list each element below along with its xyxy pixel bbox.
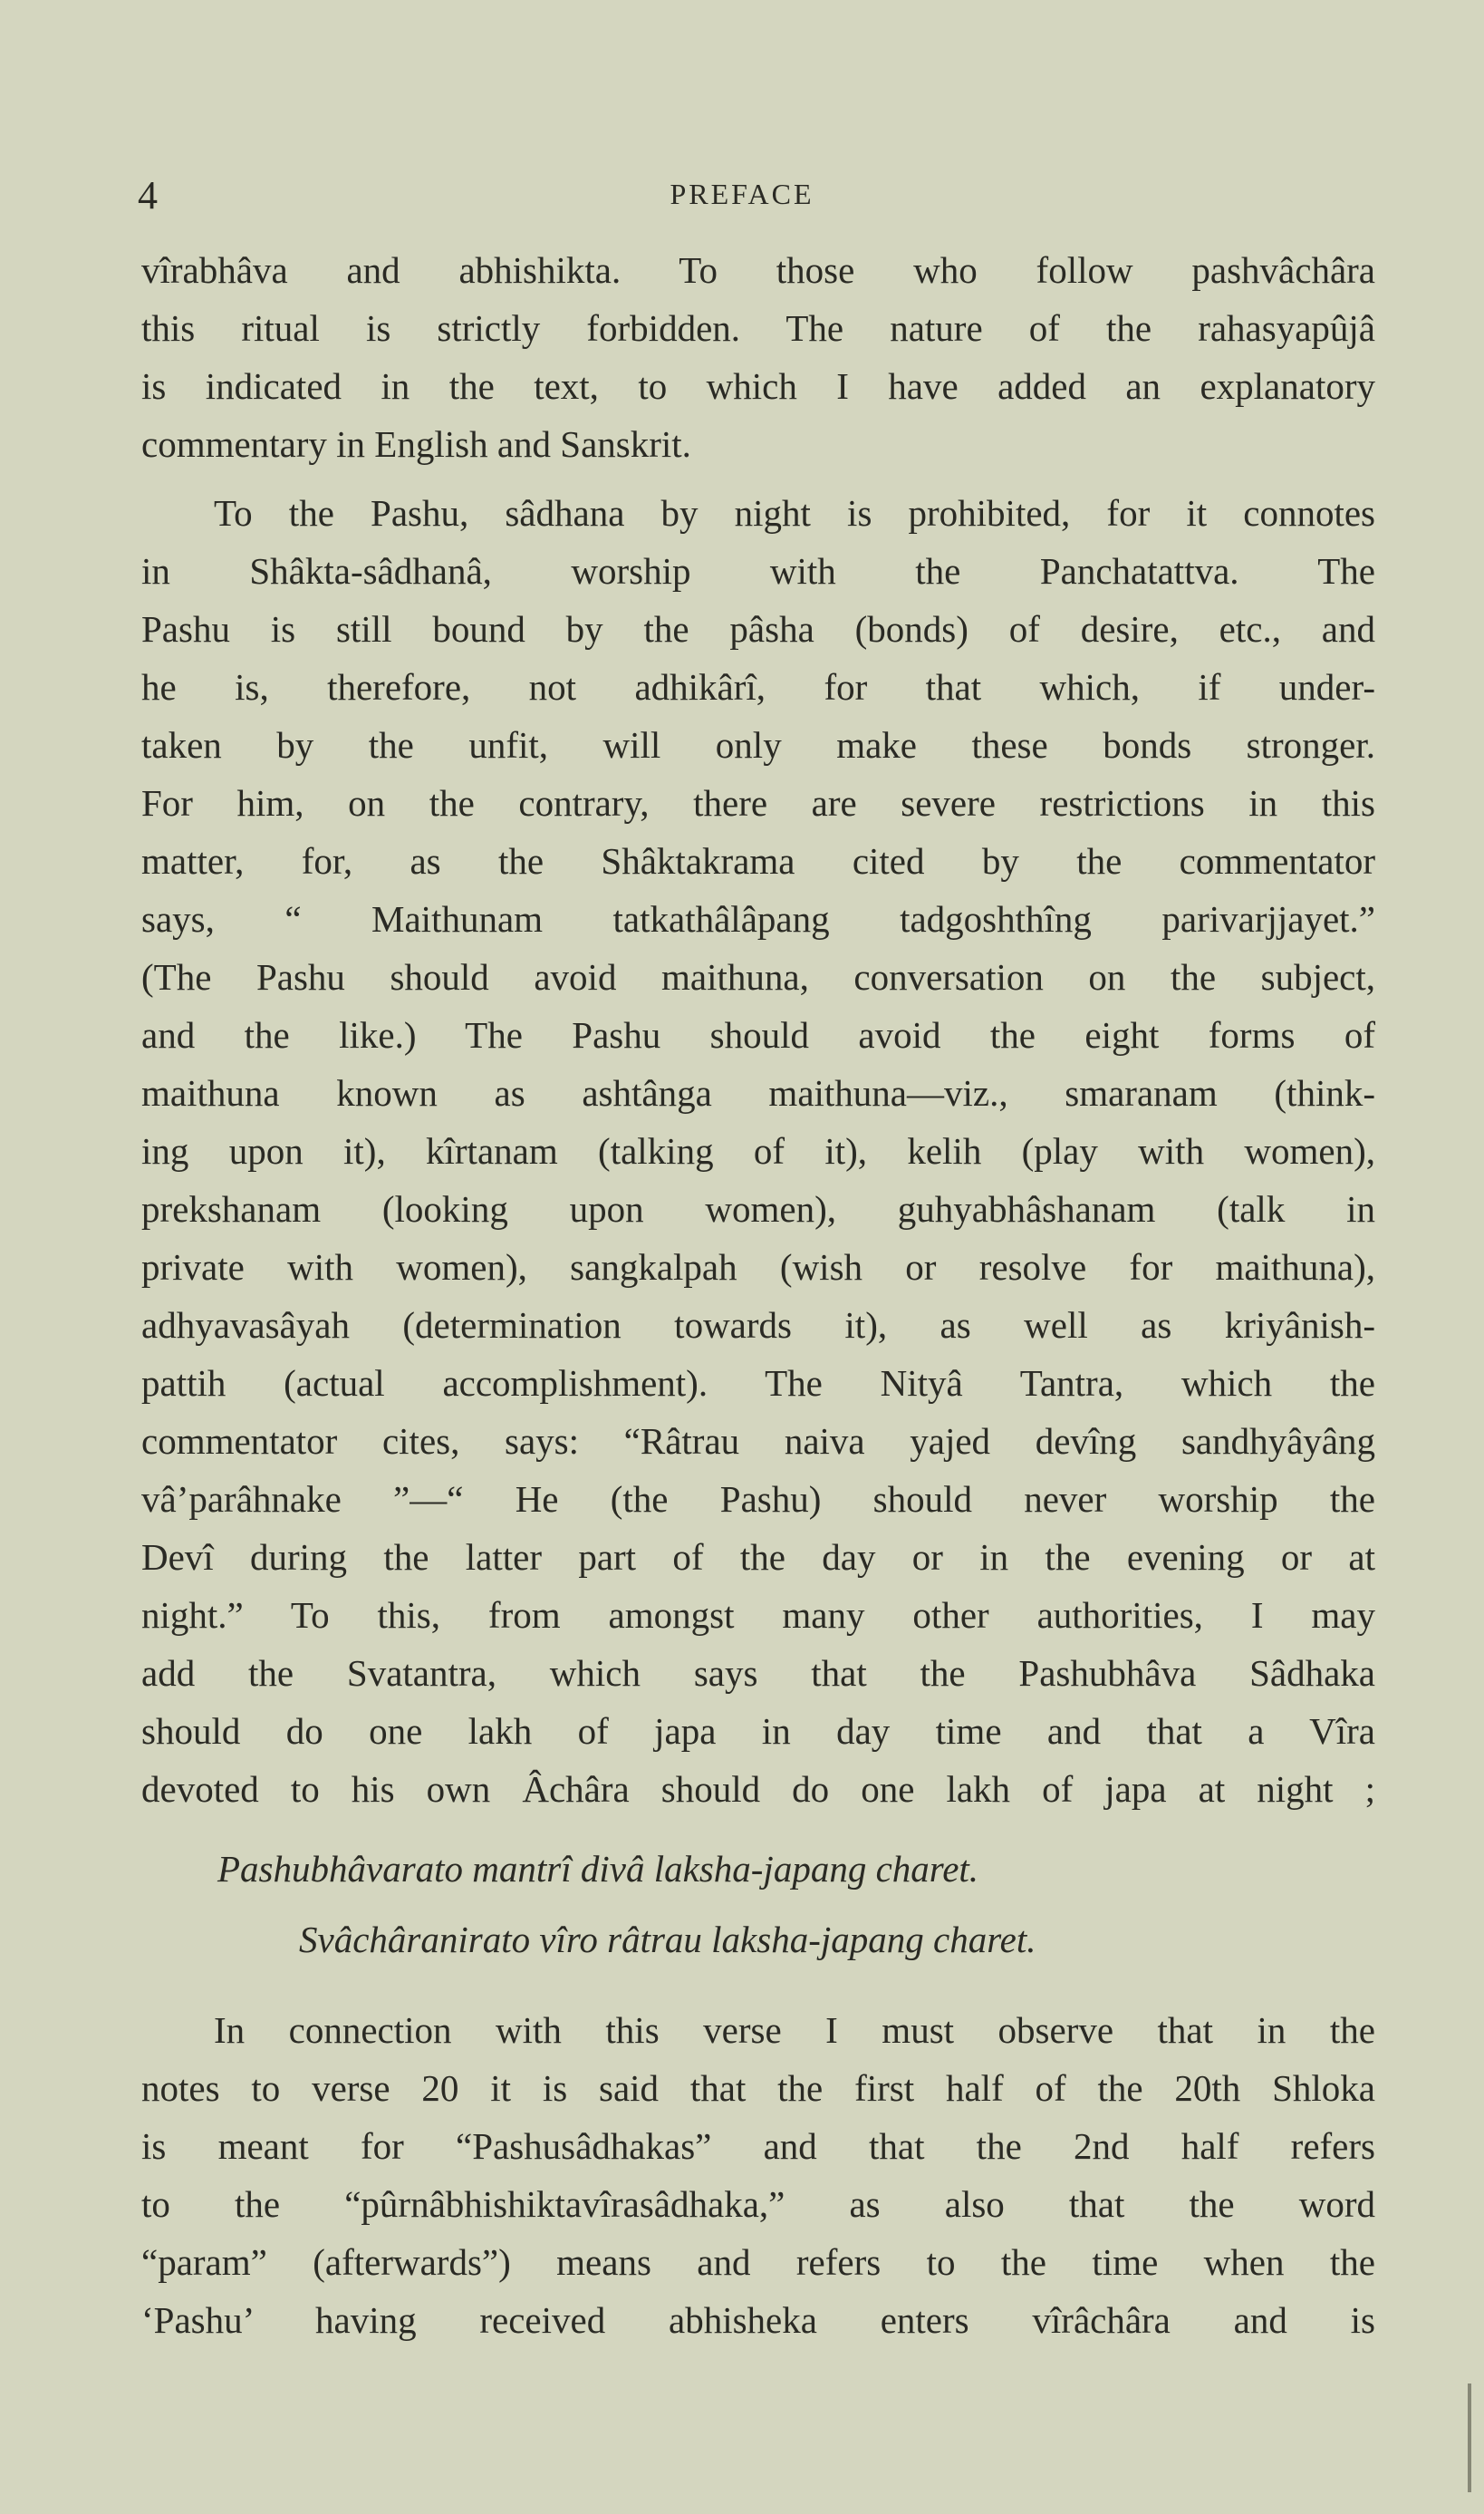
text-line: In connection with this verse I must observe that in the <box>214 2009 1375 2051</box>
text-line: is indicated in the text, to which I have added an explanatory <box>141 365 1375 407</box>
text-line: prekshanam (looking upon women), guhyabhâshanam (talk in <box>141 1188 1375 1230</box>
text-line: vâ’parâhnake ”—“ He (the Pashu) should never worship the <box>141 1478 1375 1520</box>
text-line: this ritual is strictly forbidden. The nature of the rahasyapûjâ <box>141 307 1375 349</box>
page-number: 4 <box>138 173 158 218</box>
text-line: private with women), sangkalpah (wish or resolve for maithuna), <box>141 1246 1375 1288</box>
text-line: pattih (actual accomplishment). The Nityâ Tantra, which the <box>141 1362 1375 1404</box>
text-line: he is, therefore, not adhikârî, for that which, if under- <box>141 666 1375 708</box>
page-edge-mark <box>1468 2383 1471 2492</box>
verse-line: Svâchâranirato vîro râtrau laksha-japang charet. <box>299 1919 1036 1960</box>
text-line: notes to verse 20 it is said that the first half of the 20th Shloka <box>141 2067 1375 2109</box>
text-line: adhyavasâyah (determination towards it), as well as kriyânish- <box>141 1304 1375 1346</box>
verse-line: Pashubhâvarato mantrî divâ laksha-japang charet. <box>217 1848 979 1890</box>
text-line: night.” To this, from amongst many other authorities, I may <box>141 1594 1375 1636</box>
text-line: ing upon it), kîrtanam (talking of it), kelih (play with women), <box>141 1130 1375 1172</box>
text-line: Devî during the latter part of the day or in the evening or at <box>141 1536 1375 1578</box>
text-line: devoted to his own Âchâra should do one lakh of japa at night ; <box>141 1768 1375 1810</box>
text-line: (The Pashu should avoid maithuna, conversation on the subject, <box>141 956 1375 998</box>
text-line: Pashu is still bound by the pâsha (bonds) of desire, etc., and <box>141 608 1375 650</box>
text-line: says, “ Maithunam tatkathâlâpang tadgoshthîng parivarjjayet.” <box>141 898 1375 940</box>
text-line: to the “pûrnâbhishiktavîrasâdhaka,” as also that the word <box>141 2183 1375 2225</box>
text-line: commentator cites, says: “Râtrau naiva yajed devîng sandhyâyâng <box>141 1420 1375 1462</box>
text-line: is meant for “Pashusâdhakas” and that the 2nd half refers <box>141 2125 1375 2167</box>
text-line: in Shâkta-sâdhanâ, worship with the Panchatattva. The <box>141 550 1375 592</box>
text-line: For him, on the contrary, there are severe restrictions in this <box>141 782 1375 824</box>
running-title: PREFACE <box>670 178 814 210</box>
text-line: To the Pashu, sâdhana by night is prohibited, for it connotes <box>214 492 1375 534</box>
text-line: commentary in English and Sanskrit. <box>141 423 691 465</box>
text-line: “param” (afterwards”) means and refers to the time when the <box>141 2241 1375 2283</box>
text-line: and the like.) The Pashu should avoid the eight forms of <box>141 1014 1375 1056</box>
text-line: add the Svatantra, which says that the Pashubhâva Sâdhaka <box>141 1652 1375 1694</box>
text-line: vîrabhâva and abhishikta. To those who follow pashvâchâra <box>141 249 1375 291</box>
text-line: should do one lakh of japa in day time and that a Vîra <box>141 1710 1375 1752</box>
text-line: matter, for, as the Shâktakrama cited by the commentator <box>141 840 1375 882</box>
text-line: ‘Pashu’ having received abhisheka enters vîrâchâra and is <box>141 2299 1375 2341</box>
text-line: taken by the unfit, will only make these bonds stronger. <box>141 724 1375 766</box>
text-line: maithuna known as ashtânga maithuna—viz., smaranam (think- <box>141 1072 1375 1114</box>
